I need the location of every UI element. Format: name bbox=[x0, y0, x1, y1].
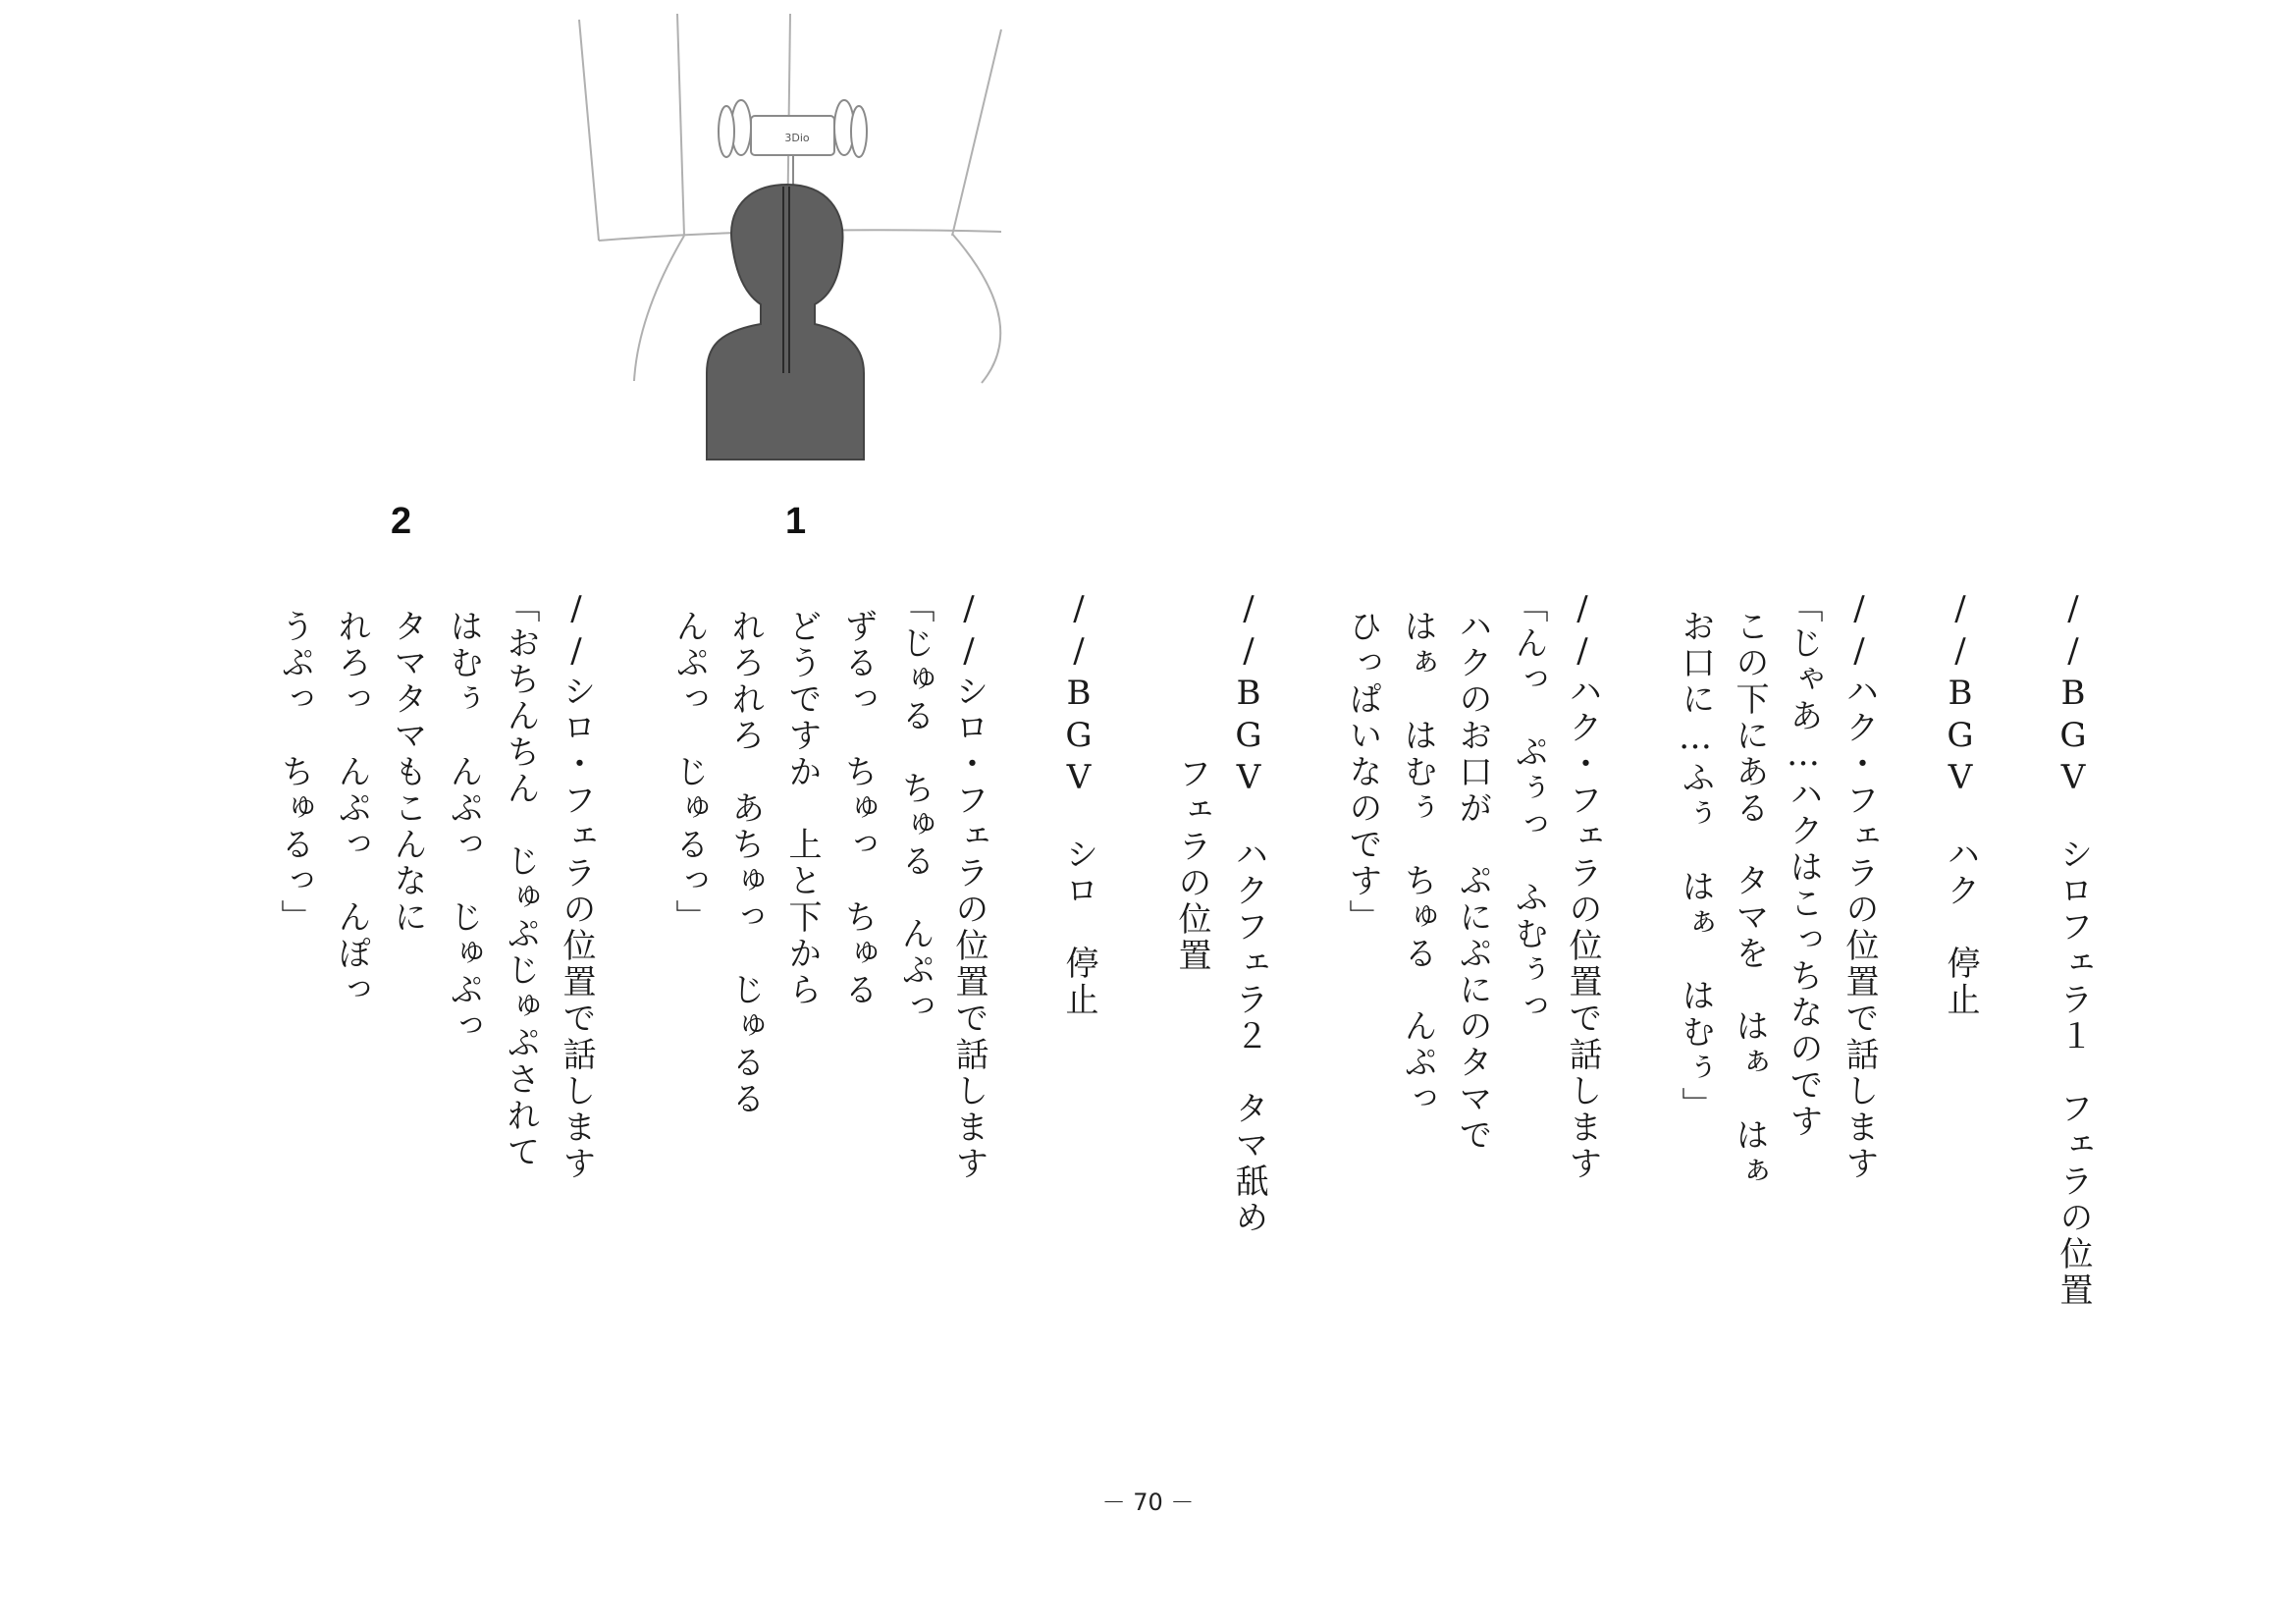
script-line: //BGV シロ 停止 bbox=[1059, 589, 1098, 1018]
binaural-mic-illustration bbox=[569, 0, 1021, 471]
script-line: れろっ んぷっ んぽっ bbox=[332, 609, 371, 1008]
script-line: れろれろ あちゅっ じゅるる bbox=[725, 609, 765, 1117]
script-line: ハクのお口が ぷにぷにのタマで bbox=[1453, 609, 1492, 1154]
script-line: //ハク・フェラの位置で話します bbox=[1563, 589, 1602, 1182]
device-label: 3Dio bbox=[784, 132, 810, 144]
script-line: タマタマもこんなに bbox=[388, 609, 427, 936]
script-line: うぷっ ちゅるっ」 bbox=[275, 609, 314, 936]
script-line: //BGV シロフェラ１ フェラの位置 bbox=[2054, 589, 2093, 1309]
script-line: ずるっ ちゅっ ちゅる bbox=[838, 609, 878, 1008]
script-line: 「おちんちん じゅぷじゅぷされて bbox=[501, 589, 540, 1170]
script-line: ひっぱいなのです」 bbox=[1343, 609, 1382, 936]
script-line: //ハク・フェラの位置で話します bbox=[1840, 589, 1879, 1182]
page-number: － 70 － bbox=[1101, 1489, 1195, 1516]
script-line: //BGV ハクフェラ２ タマ舐め bbox=[1229, 589, 1268, 1236]
script-line: どうですか 上と下から bbox=[782, 609, 822, 1008]
script-line: この下にある タマを はぁ はぁ bbox=[1730, 609, 1769, 1190]
position-label-1: 1 bbox=[785, 501, 807, 542]
listener-silhouette-icon bbox=[707, 185, 864, 460]
position-label-2: 2 bbox=[391, 501, 412, 542]
script-line: お口に…ふぅ はぁ はむぅ」 bbox=[1676, 609, 1715, 1123]
script-line: 「じゅる ちゅる んぷっ bbox=[895, 589, 934, 1025]
script-line: //シロ・フェラの位置で話します bbox=[557, 589, 596, 1182]
script-line: //BGV ハク 停止 bbox=[1941, 589, 1980, 1018]
script-line: はむぅ んぷっ じゅぷっ bbox=[444, 609, 483, 1045]
script-line: んぷっ じゅるっ」 bbox=[669, 609, 709, 936]
script-line: 「んっ ぷぅっ ふむぅっ bbox=[1509, 589, 1548, 1025]
script-line: フェラの位置 bbox=[1172, 756, 1211, 974]
binaural-microphone-icon bbox=[719, 100, 867, 187]
script-line: はぁ はむぅ ちゅる んぷっ bbox=[1398, 609, 1437, 1117]
script-line: //シロ・フェラの位置で話します bbox=[949, 589, 988, 1182]
script-line: 「じゃあ…ハクはこっちなのです bbox=[1784, 589, 1823, 1140]
